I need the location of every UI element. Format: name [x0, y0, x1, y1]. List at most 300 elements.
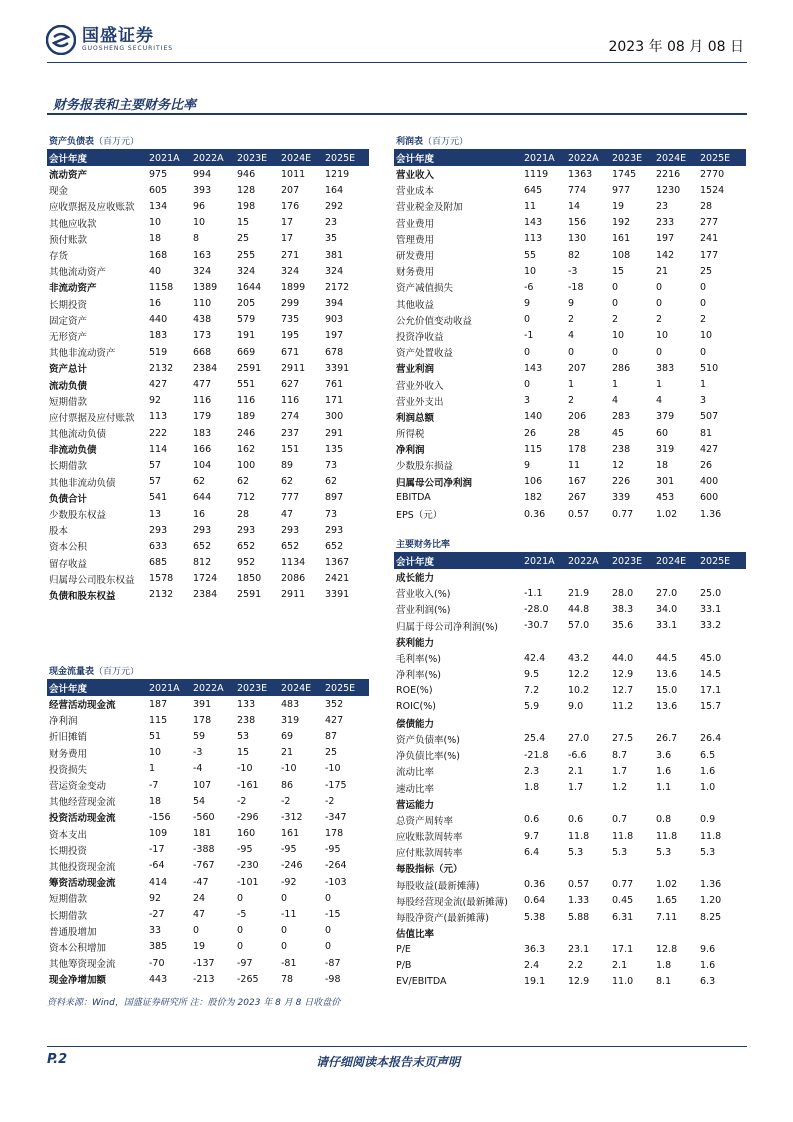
table-cell: -137: [193, 957, 215, 969]
table-cell: 0.8: [656, 814, 672, 826]
footer-divider: [47, 1046, 747, 1047]
table-cell: 222: [149, 427, 168, 439]
table-cell: -175: [325, 779, 347, 791]
table-row: [394, 263, 746, 279]
row-label: 营业利润: [396, 364, 435, 376]
row-label: 管理费用: [396, 234, 435, 246]
table-cell: 678: [325, 346, 344, 358]
table-row: [47, 858, 369, 874]
table-cell: 2086: [281, 573, 306, 585]
table-cell: -6.6: [568, 749, 587, 761]
table-row: [47, 182, 369, 198]
table-header: [47, 680, 369, 696]
table-row: [394, 279, 746, 295]
table-cell: 33.2: [700, 620, 722, 632]
table-cell: 191: [237, 330, 256, 342]
table-cell: 0.57: [568, 879, 590, 891]
table-row: [47, 555, 369, 571]
table-cell: 15.0: [656, 684, 678, 696]
table-cell: -6: [524, 281, 534, 293]
table-row: [47, 955, 369, 971]
table-cell: 7.2: [524, 684, 540, 696]
table-header: [47, 150, 369, 166]
table-cell: 11.8: [568, 830, 590, 842]
table-cell: 0: [325, 892, 332, 904]
table-cell: 1: [700, 379, 707, 391]
table-cell: 0: [700, 281, 707, 293]
table-cell: -92: [281, 876, 297, 888]
table-cell: -2: [281, 795, 291, 807]
table-cell: 34.0: [656, 603, 678, 615]
table-cell: 9.0: [568, 701, 584, 713]
row-label: 负债和股东权益: [49, 590, 116, 602]
table-cell: 57: [149, 459, 162, 471]
table-cell: 319: [281, 714, 300, 726]
table-row: [394, 747, 746, 763]
table-cell: 438: [193, 314, 212, 326]
table-cell: 2911: [281, 362, 306, 374]
table-cell: 25.4: [524, 733, 546, 745]
table-row: [47, 376, 369, 392]
table-row: [47, 522, 369, 538]
table-row: [394, 296, 746, 312]
table-cell: 1158: [149, 281, 174, 293]
table-cell: 1119: [524, 168, 549, 180]
table-cell: 2.3: [524, 765, 540, 777]
table-cell: 381: [325, 249, 344, 261]
table-title-text: 现金流量表: [49, 667, 95, 677]
income-statement-table: [394, 136, 746, 522]
table-cell: 2591: [237, 589, 262, 601]
row-label: 每股指标（元）: [396, 864, 463, 876]
table-cell: 17.1: [612, 943, 634, 955]
year-header: 2023E: [237, 152, 268, 164]
row-label: 速动比率: [396, 783, 435, 795]
row-label: 成长能力: [396, 573, 435, 585]
table-cell: 151: [281, 443, 300, 455]
table-cell: 116: [281, 395, 300, 407]
table-cell: 5.38: [524, 911, 546, 923]
table-cell: 0.64: [524, 895, 546, 907]
row-label: 非流动负债: [49, 445, 97, 457]
table-cell: 774: [568, 184, 587, 196]
table-header: [394, 150, 746, 166]
table-cell: 579: [237, 314, 256, 326]
row-label: 股本: [49, 526, 69, 538]
table-cell: 54: [193, 795, 206, 807]
table-row: [47, 587, 369, 603]
row-label: 普通股增加: [49, 926, 97, 938]
table-header: [394, 553, 746, 569]
table-cell: 11: [568, 459, 581, 471]
table-cell: 2172: [325, 281, 350, 293]
table-cell: 3391: [325, 362, 350, 374]
table-cell: 0: [325, 941, 332, 953]
category-row: [394, 715, 746, 731]
table-cell: 10: [193, 217, 206, 229]
table-cell: 1.33: [568, 895, 590, 907]
table-cell: 0: [568, 346, 575, 358]
table-cell: 1.8: [656, 960, 672, 972]
table-cell: 108: [612, 249, 631, 261]
table-row: [394, 650, 746, 666]
table-cell: 142: [656, 249, 675, 261]
logo-name: 国盛证券: [82, 26, 154, 46]
table-cell: 163: [193, 249, 212, 261]
table-cell: 292: [325, 200, 344, 212]
table-row: [394, 893, 746, 909]
row-label: 每股经营现金流(最新摊薄): [396, 896, 508, 908]
table-title-text: 主要财务比率: [396, 540, 451, 550]
table-row: [47, 971, 369, 987]
table-cell: 668: [193, 346, 212, 358]
table-cell: 735: [281, 314, 300, 326]
table-cell: -11: [281, 909, 297, 921]
row-label: 营业外支出: [396, 396, 444, 408]
table-body: [394, 569, 746, 990]
table-cell: -3: [193, 747, 203, 759]
table-cell: 1363: [568, 168, 593, 180]
table-cell: 25: [325, 747, 338, 759]
table-row: [47, 874, 369, 890]
table-body: [47, 166, 369, 603]
table-cell: 0.57: [568, 508, 590, 520]
table-row: [394, 425, 746, 441]
year-header: 2025E: [325, 152, 356, 164]
table-cell: 116: [193, 395, 212, 407]
table-title: [394, 136, 746, 150]
row-label: 营业收入(%): [396, 589, 451, 601]
table-cell: 62: [281, 476, 294, 488]
table-cell: 1.1: [656, 782, 672, 794]
year-header: 2025E: [325, 682, 356, 694]
table-cell: 16: [193, 508, 206, 520]
table-cell: 109: [149, 828, 168, 840]
row-label: 留存收益: [49, 558, 88, 570]
table-cell: -10: [237, 763, 253, 775]
table-row: [394, 958, 746, 974]
table-cell: 134: [149, 200, 168, 212]
header-divider: [47, 62, 747, 63]
table-cell: 106: [524, 476, 543, 488]
table-cell: 8.1: [656, 976, 672, 988]
table-cell: 0: [656, 346, 663, 358]
table-cell: 133: [237, 698, 256, 710]
table-cell: 0.7: [612, 814, 628, 826]
row-label: 毛利率(%): [396, 654, 441, 666]
row-label: P/B: [396, 960, 412, 972]
table-cell: 207: [568, 362, 587, 374]
table-cell: -95: [281, 844, 297, 856]
table-cell: -10: [281, 763, 297, 775]
table-cell: 2.2: [568, 960, 584, 972]
cash-flow-table: [47, 666, 369, 987]
row-label: 公允价值变动收益: [396, 315, 473, 327]
table-cell: 178: [325, 828, 344, 840]
table-cell: -64: [149, 860, 165, 872]
row-label: 总资产周转率: [396, 815, 454, 827]
table-cell: 1850: [237, 573, 262, 585]
row-label: 资本公积: [49, 542, 88, 554]
header-label: 会计年度: [396, 154, 435, 165]
table-row: [394, 731, 746, 747]
table-cell: -28.0: [524, 603, 549, 615]
table-cell: 15: [237, 217, 250, 229]
table-cell: 977: [612, 184, 631, 196]
table-cell: 600: [700, 492, 719, 504]
table-cell: 2770: [700, 168, 725, 180]
table-cell: 192: [612, 217, 631, 229]
year-header: 2025E: [700, 555, 731, 567]
table-cell: 712: [237, 492, 256, 504]
row-label: 投资活动现金流: [49, 813, 116, 825]
row-label: 归属母公司净利润: [396, 477, 473, 489]
table-cell: 2911: [281, 589, 306, 601]
table-cell: 1.36: [700, 879, 722, 891]
table-cell: 43.2: [568, 652, 590, 664]
row-label: 营业成本: [396, 186, 435, 198]
table-cell: 14: [568, 200, 581, 212]
table-cell: 1: [656, 379, 663, 391]
table-cell: 10: [700, 330, 713, 342]
table-cell: 45.0: [700, 652, 722, 664]
row-label: 营运能力: [396, 799, 435, 811]
table-cell: 9.7: [524, 830, 540, 842]
row-label: 经营活动现金流: [49, 700, 116, 712]
table-cell: 0: [524, 379, 531, 391]
table-cell: 17: [281, 233, 294, 245]
table-cell: 671: [281, 346, 300, 358]
row-label: 其他应收款: [49, 218, 97, 230]
table-cell: 283: [612, 411, 631, 423]
table-cell: 267: [568, 492, 587, 504]
table-cell: 1.02: [656, 879, 678, 891]
table-row: [47, 809, 369, 825]
table-cell: 18: [149, 795, 162, 807]
table-cell: 33.1: [700, 603, 722, 615]
row-label: 营业收入: [396, 170, 435, 182]
table-cell: 73: [325, 459, 338, 471]
table-cell: 0: [612, 346, 619, 358]
table-cell: 161: [281, 828, 300, 840]
table-cell: -161: [237, 779, 259, 791]
table-cell: -101: [237, 876, 259, 888]
table-cell: 73: [325, 508, 338, 520]
table-cell: 427: [149, 379, 168, 391]
row-label: 归属母公司股东权益: [49, 574, 135, 586]
table-cell: 0: [237, 892, 244, 904]
table-cell: 453: [656, 492, 675, 504]
table-cell: 15: [612, 265, 625, 277]
row-label: 应付账款周转率: [396, 848, 463, 860]
table-cell: 286: [612, 362, 631, 374]
row-label: 短期借款: [49, 396, 88, 408]
row-label: 资产处置收益: [396, 348, 454, 360]
row-label: 投资净收益: [396, 331, 444, 343]
table-cell: 644: [193, 492, 212, 504]
row-label: 获利能力: [396, 637, 435, 649]
table-title-text: 资产负债表: [49, 137, 95, 147]
table-cell: 115: [149, 714, 168, 726]
table-title: [394, 539, 746, 553]
table-cell: 0.6: [524, 814, 540, 826]
page-header: [0, 0, 793, 72]
table-row: [394, 844, 746, 860]
table-cell: 38.3: [612, 603, 634, 615]
table-cell: 5.3: [568, 846, 584, 858]
table-cell: 3391: [325, 589, 350, 601]
table-row: [394, 393, 746, 409]
table-cell: 25: [237, 233, 250, 245]
row-label: 营运资金变动: [49, 781, 107, 793]
table-cell: 5.88: [568, 911, 590, 923]
table-row: [394, 247, 746, 263]
table-cell: 171: [325, 395, 344, 407]
table-cell: -7: [149, 779, 159, 791]
table-cell: 5.3: [612, 846, 628, 858]
table-cell: 2: [568, 395, 575, 407]
row-label: 负债合计: [49, 493, 88, 505]
table-cell: 12.8: [656, 943, 678, 955]
row-label: 每股净资产(最新摊薄): [396, 913, 489, 925]
category-row: [394, 634, 746, 650]
table-cell: 1724: [193, 573, 218, 585]
table-cell: -10: [325, 763, 341, 775]
table-cell: 237: [281, 427, 300, 439]
table-cell: 0: [612, 281, 619, 293]
table-cell: 299: [281, 298, 300, 310]
row-label: 资产总计: [49, 364, 88, 376]
table-row: [47, 457, 369, 473]
table-cell: 57: [149, 476, 162, 488]
table-cell: 10: [656, 330, 669, 342]
table-cell: 86: [281, 779, 294, 791]
table-cell: 130: [568, 233, 587, 245]
table-cell: 115: [524, 443, 543, 455]
table-row: [47, 571, 369, 587]
table-cell: 104: [193, 459, 212, 471]
table-cell: 13.6: [656, 668, 678, 680]
table-cell: 1367: [325, 557, 350, 569]
table-cell: 652: [193, 540, 212, 552]
row-label: EV/EBITDA: [396, 976, 447, 988]
table-cell: 114: [149, 443, 168, 455]
table-cell: 1: [149, 763, 156, 775]
table-cell: 113: [524, 233, 543, 245]
table-cell: 8: [193, 233, 200, 245]
table-cell: 952: [237, 557, 256, 569]
table-cell: 40: [149, 265, 162, 277]
row-label: 现金净增加额: [49, 975, 107, 987]
table-cell: 1.02: [656, 508, 678, 520]
table-cell: 19: [193, 941, 206, 953]
table-row: [47, 263, 369, 279]
table-row: [394, 877, 746, 893]
table-cell: 21: [656, 265, 669, 277]
table-cell: 391: [193, 698, 212, 710]
table-cell: 3.6: [656, 749, 672, 761]
row-label: ROIC(%): [396, 701, 436, 713]
table-cell: -87: [325, 957, 341, 969]
header-label: 会计年度: [49, 684, 88, 695]
table-cell: -27: [149, 909, 165, 921]
table-row: [47, 696, 369, 712]
row-label: 应付票据及应付账款: [49, 412, 135, 424]
category-row: [394, 796, 746, 812]
year-header: 2021A: [524, 152, 555, 164]
table-cell: 16: [149, 298, 162, 310]
year-header: 2024E: [656, 555, 687, 567]
row-label: 长期投资: [49, 299, 88, 311]
row-label: 资产减值损失: [396, 283, 454, 295]
table-cell: 1.0: [700, 782, 716, 794]
table-cell: 183: [193, 427, 212, 439]
table-row: [394, 360, 746, 376]
table-cell: 179: [193, 411, 212, 423]
table-cell: 271: [281, 249, 300, 261]
table-cell: 0: [325, 925, 332, 937]
table-row: [394, 376, 746, 392]
table-cell: 2.1: [568, 765, 584, 777]
table-row: [394, 506, 746, 522]
table-cell: 2384: [193, 362, 218, 374]
row-label: 短期借款: [49, 894, 88, 906]
table-cell: 324: [281, 265, 300, 277]
table-title-text: 利润表: [396, 137, 424, 147]
table-cell: 0: [656, 298, 663, 310]
table-cell: 176: [281, 200, 300, 212]
table-row: [47, 712, 369, 728]
table-cell: 17.1: [700, 684, 722, 696]
table-cell: 3: [524, 395, 531, 407]
row-label: 资产负债率(%): [396, 734, 460, 746]
table-cell: 293: [325, 524, 344, 536]
table-cell: 33.1: [656, 620, 678, 632]
table-cell: 78: [281, 973, 294, 985]
table-cell: 293: [149, 524, 168, 536]
row-label: 流动资产: [49, 170, 88, 182]
table-cell: 47: [281, 508, 294, 520]
table-cell: 274: [281, 411, 300, 423]
row-label: 其他经营现金流: [49, 797, 116, 809]
table-row: [394, 441, 746, 457]
row-label: 偿债能力: [396, 718, 435, 730]
table-cell: 60: [656, 427, 669, 439]
table-cell: 164: [325, 184, 344, 196]
table-cell: 6.4: [524, 846, 540, 858]
table-cell: 0: [700, 346, 707, 358]
table-row: [47, 166, 369, 182]
table-cell: 197: [656, 233, 675, 245]
table-cell: -81: [281, 957, 297, 969]
table-cell: 13: [149, 508, 162, 520]
table-cell: 1230: [656, 184, 681, 196]
year-header: 2023E: [612, 555, 643, 567]
table-cell: 1899: [281, 281, 306, 293]
table-cell: 633: [149, 540, 168, 552]
table-cell: 0.9: [700, 814, 716, 826]
table-row: [394, 601, 746, 617]
table-cell: 2132: [149, 589, 174, 601]
table-row: [47, 745, 369, 761]
table-cell: 238: [612, 443, 631, 455]
row-label: 归属于母公司净利润(%): [396, 621, 498, 633]
table-cell: -70: [149, 957, 165, 969]
table-cell: 0: [524, 346, 531, 358]
table-cell: -18: [568, 281, 584, 293]
table-row: [47, 506, 369, 522]
table-cell: 107: [193, 779, 212, 791]
